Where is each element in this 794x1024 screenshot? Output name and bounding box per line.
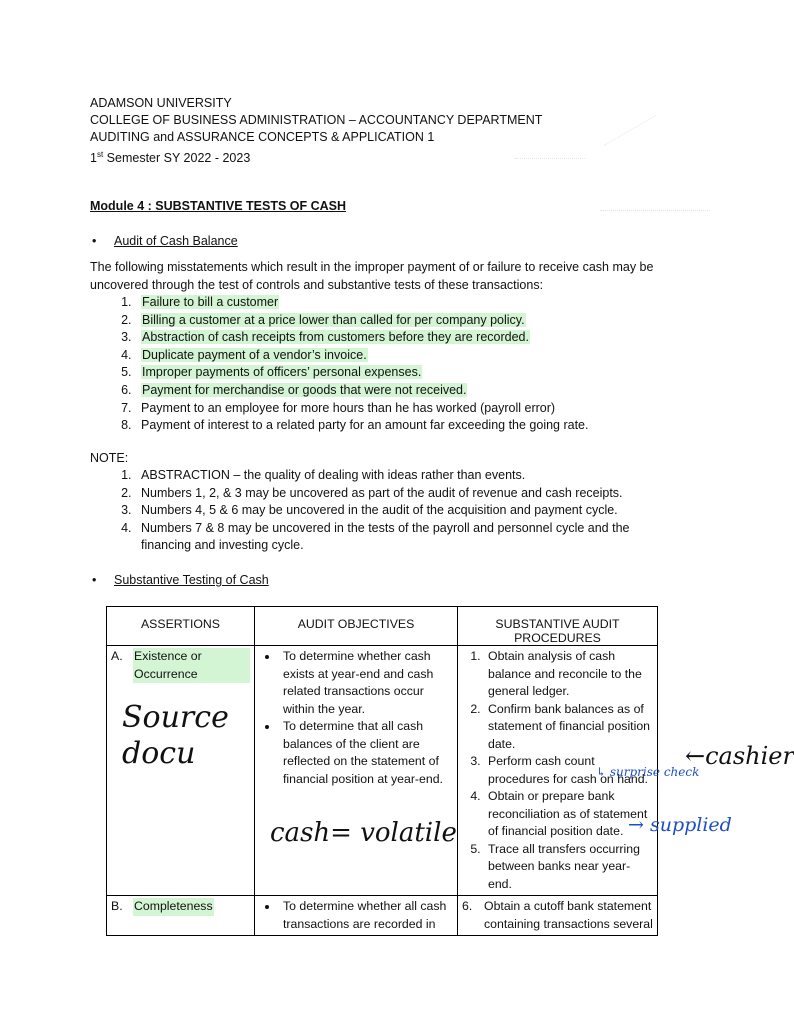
- objectives-list: [259, 648, 453, 788]
- list-item: 2. Confirm bank balances as of statement of financial position date.: [484, 701, 653, 754]
- list-item: 2. Billing a customer at a price lower than called for per company policy.: [135, 312, 680, 330]
- semester: 1st Semester SY 2022 - 2023: [90, 150, 251, 166]
- list-item: 6. Payment for merchandise or goods that were not received.: [135, 382, 680, 400]
- misstatement-list-wrapper: [90, 294, 680, 435]
- handwritten-note-surprise: ↳ surprise check: [596, 765, 700, 779]
- list-item: 1. ABSTRACTION – the quality of dealing with ideas rather than events.: [135, 467, 680, 485]
- column-header: ASSERTIONS: [107, 607, 255, 646]
- college-department: COLLEGE OF BUSINESS ADMINISTRATION – ACCOUNTANCY DEPARTMENT: [90, 113, 543, 127]
- list-item: • To determine whether all cash transactions are recorded in: [279, 898, 453, 933]
- university-name: ADAMSON UNIVERSITY: [90, 96, 232, 110]
- list-item: 7. Payment to an employee for more hours than he has worked (payroll error): [135, 400, 680, 418]
- procedures-cell: 6. Obtain a cutoff bank statement containing transactions several: [458, 896, 658, 936]
- list-item: 2. Numbers 1, 2, & 3 may be uncovered as part of the audit of revenue and cash receipts.: [135, 485, 680, 503]
- intro-paragraph: The following misstatements which result in the improper payment of or failure to receive cash may be uncovered through the test of controls and substantive tests of these transactions:: [90, 260, 654, 292]
- list-item: 5. Improper payments of officers’ personal expenses.: [135, 364, 680, 382]
- scan-mark: [600, 210, 710, 211]
- list-item: 1. Obtain analysis of cash balance and reconcile to the general ledger.: [484, 648, 653, 701]
- list-item: 8. Payment of interest to a related party for an amount far exceeding the going rate.: [135, 417, 680, 435]
- list-item: 4. Duplicate payment of a vendor’s invoice.: [135, 347, 680, 365]
- section-heading-substantive: • Substantive Testing of Cash: [92, 573, 269, 587]
- objectives-cell: [255, 646, 458, 896]
- document-header: [90, 95, 542, 167]
- list-item: • To determine that all cash balances of the client are reflected on the statement of financial position at year-end.: [279, 718, 453, 788]
- table-header-row: [107, 607, 658, 646]
- assertion-cell: A. Existence or Occurrence: [107, 646, 255, 896]
- column-header: AUDIT OBJECTIVES: [255, 607, 458, 646]
- section-heading-audit-cash: • Audit of Cash Balance: [92, 234, 238, 248]
- note-list-wrapper: [90, 467, 680, 555]
- course-title: AUDITING and ASSURANCE CONCEPTS & APPLICATION 1: [90, 130, 435, 144]
- objectives-list: [259, 898, 453, 933]
- handwritten-note-cashier: ←cashier: [685, 742, 794, 770]
- handwritten-note-volatile: cash= volatile: [270, 818, 457, 848]
- list-item: 3. Perform cash count procedures for cash on hand.: [484, 753, 653, 788]
- scan-mark: [604, 115, 656, 146]
- list-item: 5. Trace all transfers occurring between banks near year-end.: [484, 841, 653, 894]
- list-item: 3. Numbers 4, 5 & 6 may be uncovered in the audit of the acquisition and payment cycle.: [135, 502, 680, 520]
- bullet-icon: •: [92, 234, 97, 248]
- table-row: [107, 896, 658, 936]
- note-label: NOTE:: [90, 451, 129, 465]
- list-item: 4. Numbers 7 & 8 may be uncovered in the tests of the payroll and personnel cycle and the financing and investing cycle.: [135, 520, 680, 555]
- misstatement-list: [90, 294, 680, 435]
- list-item: • To determine whether cash exists at year-end and cash related transactions occur within the year.: [279, 648, 453, 718]
- module-title: Module 4 : SUBSTANTIVE TESTS OF CASH: [90, 199, 347, 213]
- list-item: 3. Abstraction of cash receipts from customers before they are recorded.: [135, 329, 680, 347]
- column-header: SUBSTANTIVE AUDIT PROCEDURES: [458, 607, 658, 646]
- handwritten-note-source: Source docu: [122, 700, 229, 771]
- bullet-icon: •: [92, 573, 97, 587]
- list-item: 4. Obtain or prepare bank reconciliation as of statement of financial position date.: [484, 788, 653, 841]
- list-item: 1. Failure to bill a customer: [135, 294, 680, 312]
- handwritten-note-supplied: → supplied: [628, 814, 732, 836]
- note-list: [90, 467, 680, 555]
- assertion-cell: B. Completeness: [107, 896, 255, 936]
- objectives-cell: [255, 896, 458, 936]
